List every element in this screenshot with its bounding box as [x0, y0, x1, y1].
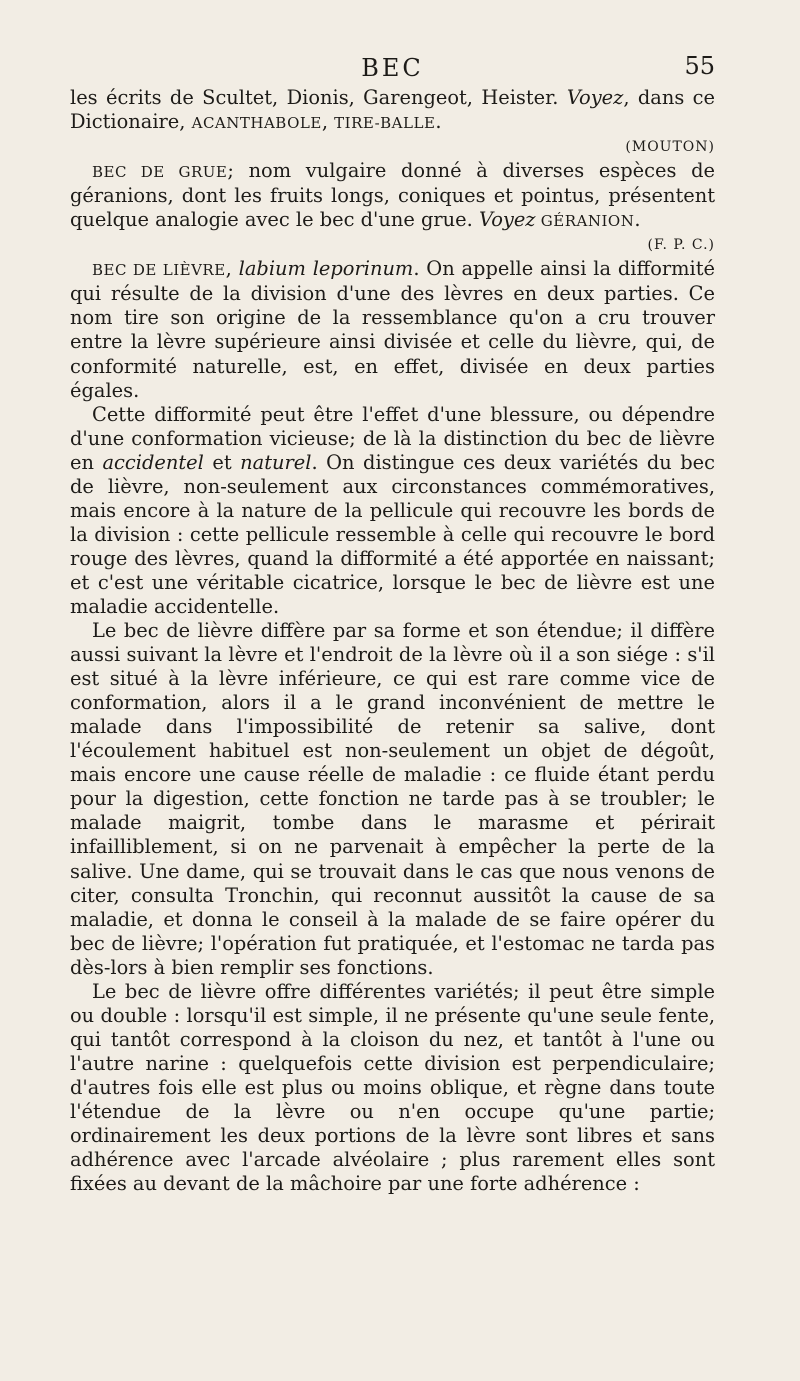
paragraph: Cette difformité peut être l'effet d'une blessure, ou dépendre d'une conformation vicieuse; de là la distinction du bec de lièvre en accidentel et naturel. On distingue ces deux variétés du bec de lièvre, non-seulement aux circonstances commémoratives, mais encore à la nature de la pellicule qui recouvre les bords de la division : cette pellicule ressemble à celle qui recouvre le bord rouge des lèvres, quand la difformité a été apportée en naissant; et c'est une véritable cicatrice, lorsque le bec de lièvre est une maladie accidentelle.: [70, 402, 715, 618]
entry-bec-de-lievre: BEC DE LIÈVRE, labium leporinum. On appelle ainsi la difformité qui résulte de la division d'une des lèvres en deux parties. Ce nom tire son origine de la ressemblance qu'on a cru trouver entre la lèvre supérieure ainsi divisée et celle du lièvre, qui, de conformité naturelle, est, en effet, divisée en deux parties égales.: [70, 257, 716, 402]
entry-bec-de-grue: BEC DE GRUE; nom vulgaire donné à diverses espèces de géranions, dont les fruits longs, coniques et pointus, présentent quelque analogie avec le bec d'une grue. Voyez GÉRANION.: [70, 159, 715, 232]
page-number: 55: [684, 52, 715, 80]
author-signature: (MOUTON): [625, 139, 715, 156]
latin-term: labium leporinum: [238, 257, 414, 281]
article-body: [70, 86, 715, 1196]
entry-term: BEC DE GRUE: [92, 163, 228, 182]
paragraph-continuation: les écrits de Scultet, Dionis, Garengeot, Heister. Voyez, dans ce Dictionaire, ACANTHABOLE, TIRE-BALLE.: [70, 86, 715, 134]
cross-reference: TIRE-BALLE: [334, 114, 436, 133]
entry-term: BEC DE LIÈVRE: [92, 261, 226, 280]
running-head: BEC: [361, 54, 424, 82]
cross-reference: GÉRANION: [535, 212, 635, 231]
paragraph: Le bec de lièvre offre différentes variétés; il peut être simple ou double : lorsqu'il est simple, il ne présente qu'une seule fente, qui tantôt correspond à la cloison du nez, et tantôt à l'une ou l'autre narine : quelquefois cette division est perpendiculaire; d'autres fois elle est plus ou moins oblique, et règne dans toute l'étendue de la lèvre ou n'en occupe qu'une partie; ordinairement les deux portions de la lèvre sont libres et sans adhérence avec l'arcade alvéolaire ; plus rarement elles sont fixées au devant de la mâchoire par une forte adhérence :: [70, 979, 715, 1196]
page-header: [70, 52, 715, 88]
paragraph: Le bec de lièvre diffère par sa forme et son étendue; il diffère aussi suivant la lèvre et l'endroit de la lèvre où il a son siége : s'il est situé à la lèvre inférieure, ce qui est rare comme vice de conformation, alors il a le grand inconvénient de mettre le malade dans l'impossibilité de retenir sa salive, dont l'écoulement habituel est non-seulement un objet de dégoût, mais encore une cause réelle de maladie : ce fluide étant perdu pour la digestion, cette fonction ne tarde pas à se troubler; le malade maigrit, tombe dans le marasme et périrait infailliblement, si on ne parvenait à empêcher la perte de la salive. Une dame, qui se trouvait dans le cas que nous venons de citer, consulta Tronchin, qui reconnut aussitôt la cause de sa maladie, et donna le conseil à la malade de se faire opérer du bec de lièvre; l'opération fut pratiquée, et l'estomac ne tarda pas dès-lors à bien remplir ses fonctions.: [70, 619, 715, 979]
cross-reference: ACANTHABOLE: [191, 114, 322, 133]
author-signature: (F. P. C.): [647, 237, 715, 254]
